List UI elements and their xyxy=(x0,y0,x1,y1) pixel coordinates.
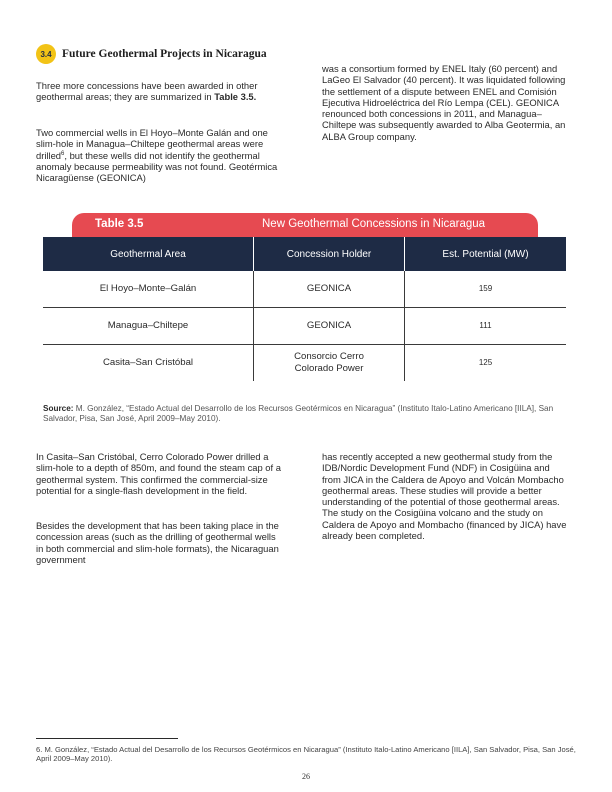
section-title: Future Geothermal Projects in Nicaragua xyxy=(62,48,267,60)
page-number: 26 xyxy=(302,772,310,781)
table-cell-holder: GEONICA xyxy=(306,320,352,331)
table-row xyxy=(43,271,566,308)
table-cell-area: Managua–Chiltepe xyxy=(107,320,189,331)
footnote-marker: 6 xyxy=(61,150,65,157)
section-heading xyxy=(36,44,267,64)
table-header-row xyxy=(43,237,566,271)
left-paragraph-1 xyxy=(36,80,281,103)
table-source xyxy=(43,404,563,425)
table-header-holder: Concession Holder xyxy=(286,248,372,260)
left-bottom-paragraph-1: In Casita–San Cristóbal, Cerro Colorado Power drilled a slim-hole to a depth of 850m, and found the steam cap of a geothermal system. This confirmed the commercial-size potential for a single-flash development in the field. xyxy=(36,451,281,496)
table-cell-potential: 111 xyxy=(479,321,492,330)
table-label: Table 3.5 xyxy=(95,218,144,230)
source-text: M. González, “Estado Actual del Desarrollo de los Recursos Geotérmicos en Nicaragua” (Instituto Italo-Latino Americano [IILA], San Salvador, Pisa, San José, April 2009–May 2010). xyxy=(43,404,554,424)
table-reference: Table 3.5. xyxy=(214,91,257,103)
left-paragraph-2-text: Two commercial wells in El Hoyo–Monte Galán and one slim-hole in Managua–Chiltepe geothermal areas were drilled xyxy=(36,127,268,161)
footnote-divider xyxy=(36,738,178,739)
table-header-area: Geothermal Area xyxy=(110,248,186,260)
table-cell-potential: 159 xyxy=(478,284,493,293)
table-cell-area: El Hoyo–Monte–Galán xyxy=(99,283,197,294)
right-bottom-paragraph-1: has recently accepted a new geothermal study from the IDB/Nordic Development Fund (NDF) in Cosigüina and from JICA in the Caldera de Apoyo and Volcán Mombacho geothermal areas. These studies will provide a better understanding of the potential of those geothermal areas. The study on the Cosigüina volcano and the study on Caldera de Apoyo and Mombacho (financed by JICA) have already been completed. xyxy=(322,451,567,542)
table-title: New Geothermal Concessions in Nicaragua xyxy=(262,218,486,230)
left-paragraph-2 xyxy=(36,127,281,183)
table-header-potential: Est. Potential (MW) xyxy=(442,248,529,260)
table-cell-holder: Consorcio Cerro Colorado Power xyxy=(294,351,364,374)
left-bottom-paragraph-2: Besides the development that has been taking place in the concession areas (such as the drilling of geothermal wells in both commercial and slim-hole formats), the Nicaraguan government xyxy=(36,520,279,565)
table-cell-potential: 125 xyxy=(478,358,493,367)
left-paragraph-1-text: Three more concessions have been awarded in other geothermal areas; they are summarized in xyxy=(36,80,258,103)
table-cell-holder: GEONICA xyxy=(306,283,352,294)
table-cell-area: Casita–San Cristóbal xyxy=(102,357,194,368)
table-row xyxy=(43,345,566,381)
source-label: Source: xyxy=(43,404,74,413)
section-number-badge: 3.4 xyxy=(36,44,56,64)
table-row xyxy=(43,308,566,345)
footnote: 6. M. González, “Estado Actual del Desarrollo de los Recursos Geotérmicos en Nicaragua” (Instituto Italo-Latino Americano [IILA], San Salvador, Pisa, San José, April 2009–May 2010). xyxy=(36,745,576,764)
right-paragraph-1: was a consortium formed by ENEL Italy (60 percent) and LaGeo El Salvador (40 percent). It was liquidated following the settlement of a dispute between ENEL and Comisión Ejecutiva Hidroeléctrica del Río Lempa (CEL). GEONICA renounced both concessions in 2011, and Managua–Chiltepe was subsequently awarded to Alba Geotermia, an ALBA Group company. xyxy=(322,63,566,142)
left-paragraph-2-continuation: , but these wells did not identify the geothermal anomaly because permeability was not found. Geotérmica Nicaragüense (GEONICA) xyxy=(36,149,278,184)
